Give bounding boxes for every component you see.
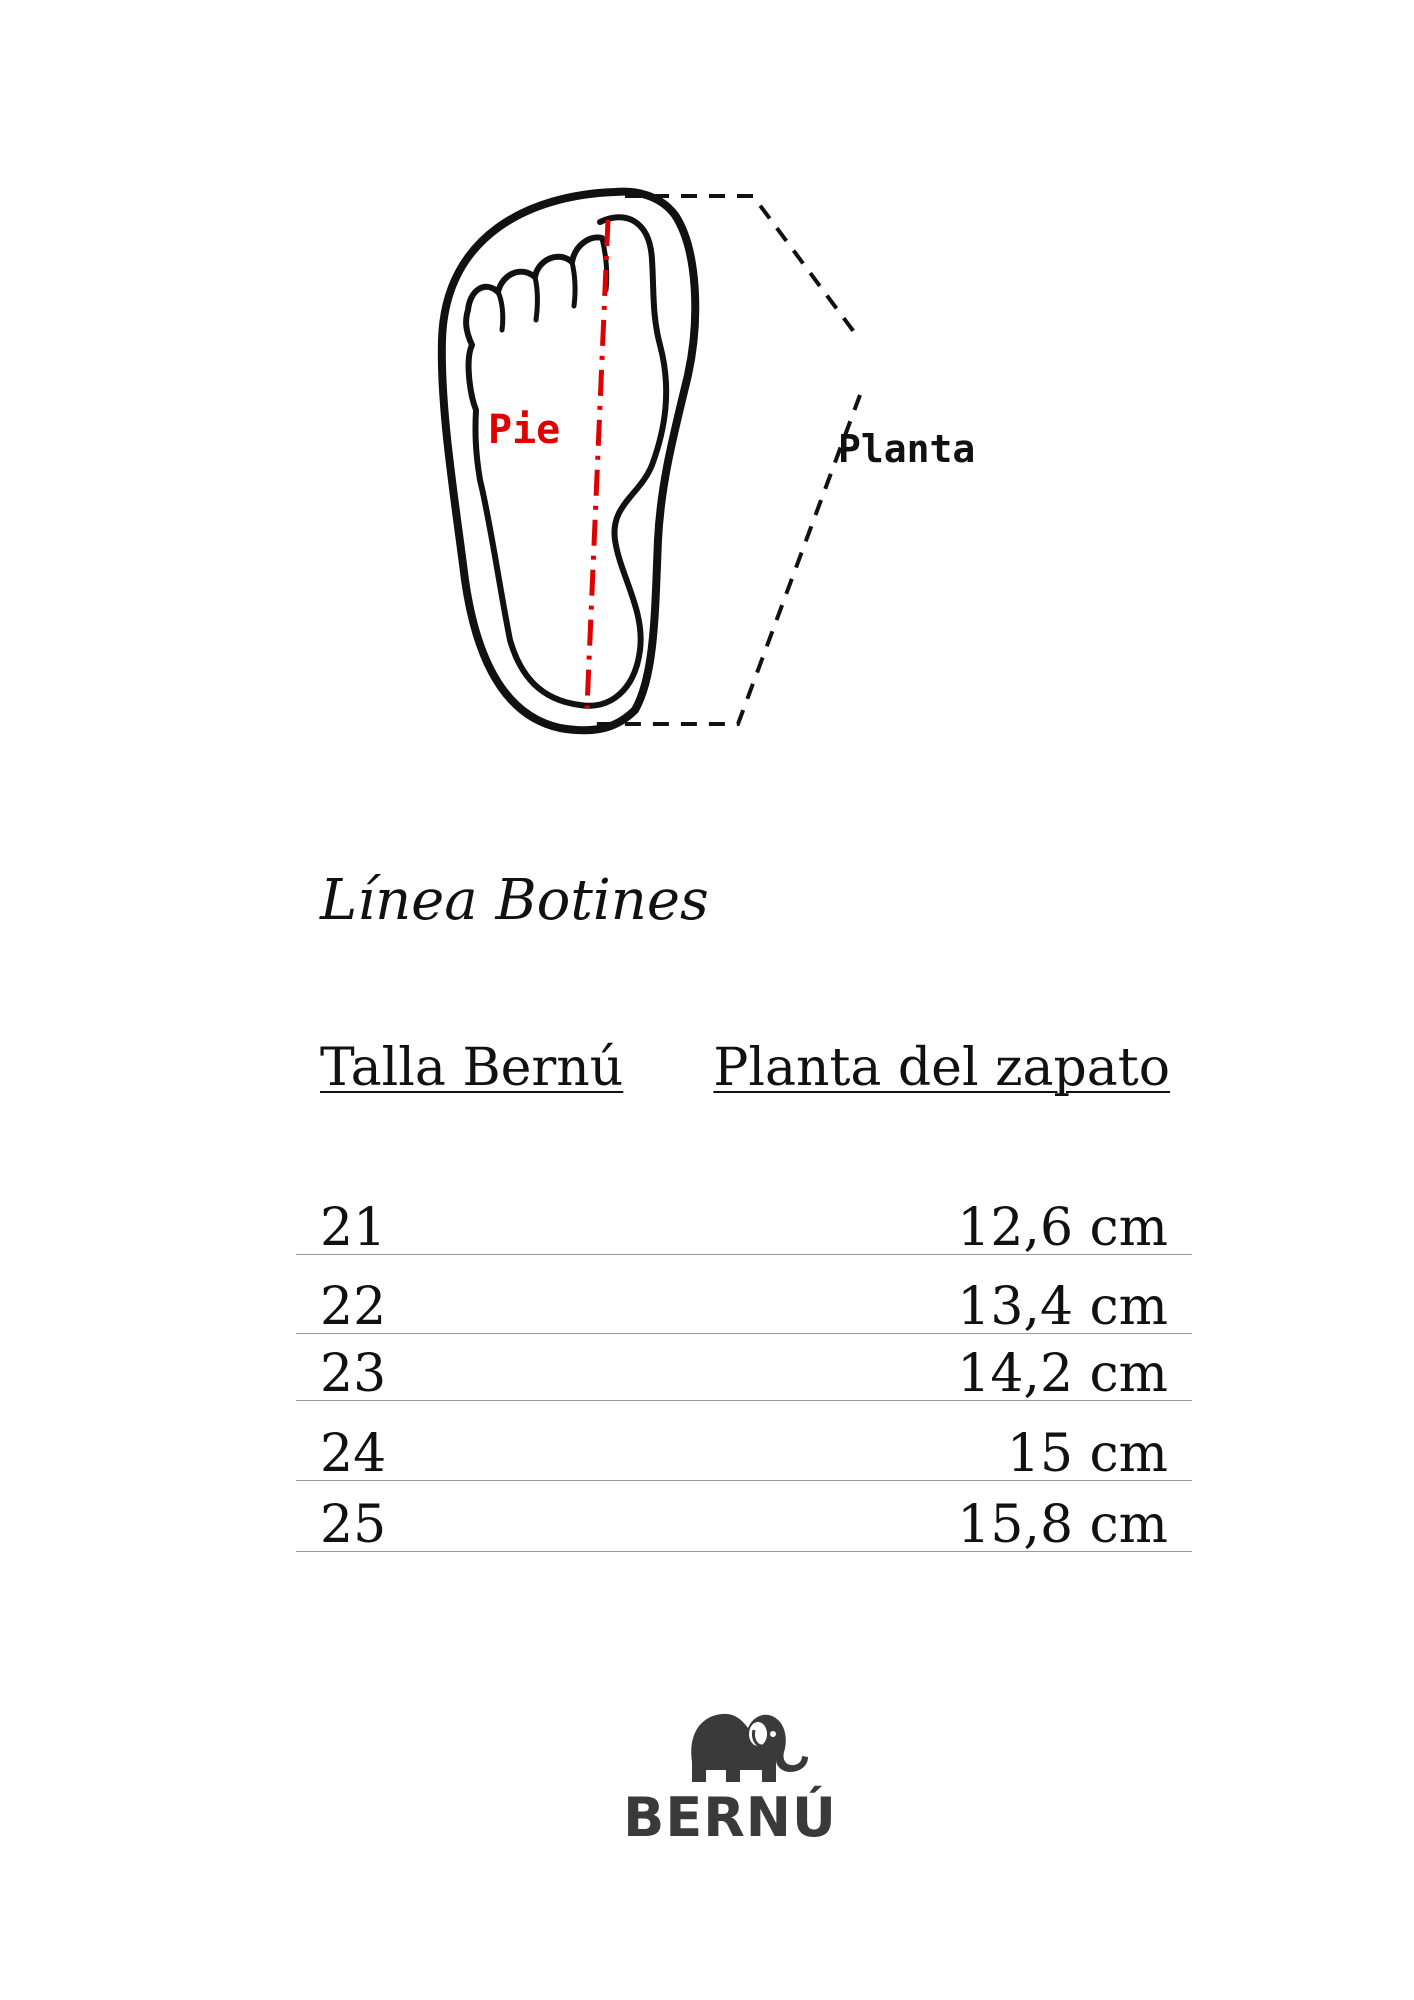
size-cell: 25 [320, 1495, 387, 1555]
table-header [320, 1038, 1170, 1108]
table-row [296, 1481, 1192, 1555]
sole-cell: 13,4 cm [957, 1277, 1168, 1337]
table-row [296, 1401, 1192, 1484]
toe-crease-1 [498, 292, 503, 330]
toe-crease-2 [535, 277, 537, 320]
sole-cell: 15 cm [1006, 1424, 1168, 1484]
foot-sole-diagram [420, 180, 1020, 740]
brand-name: BERNÚ [623, 1786, 837, 1849]
sole-column-header: Planta del zapato [713, 1038, 1170, 1098]
sole-cell: 12,6 cm [957, 1198, 1168, 1258]
sole-bracket [590, 196, 860, 724]
elephant-icon [630, 1690, 830, 1790]
size-cell: 21 [320, 1198, 387, 1258]
table-row [296, 1255, 1192, 1337]
toe-crease-3 [572, 262, 575, 306]
sole-cell: 15,8 cm [957, 1495, 1168, 1555]
size-cell: 24 [320, 1424, 387, 1484]
foot-label: Pie [488, 407, 561, 453]
sole-cell: 14,2 cm [957, 1344, 1168, 1404]
size-column-header: Talla Bernú [320, 1038, 624, 1098]
page-title: Línea Botines [320, 868, 709, 933]
size-table [296, 1180, 1192, 1555]
foot-length-line [587, 220, 608, 708]
size-cell: 23 [320, 1344, 387, 1404]
table-row [296, 1334, 1192, 1404]
sole-label: Planta [838, 427, 976, 471]
table-row [296, 1180, 1192, 1258]
size-cell: 22 [320, 1277, 387, 1337]
